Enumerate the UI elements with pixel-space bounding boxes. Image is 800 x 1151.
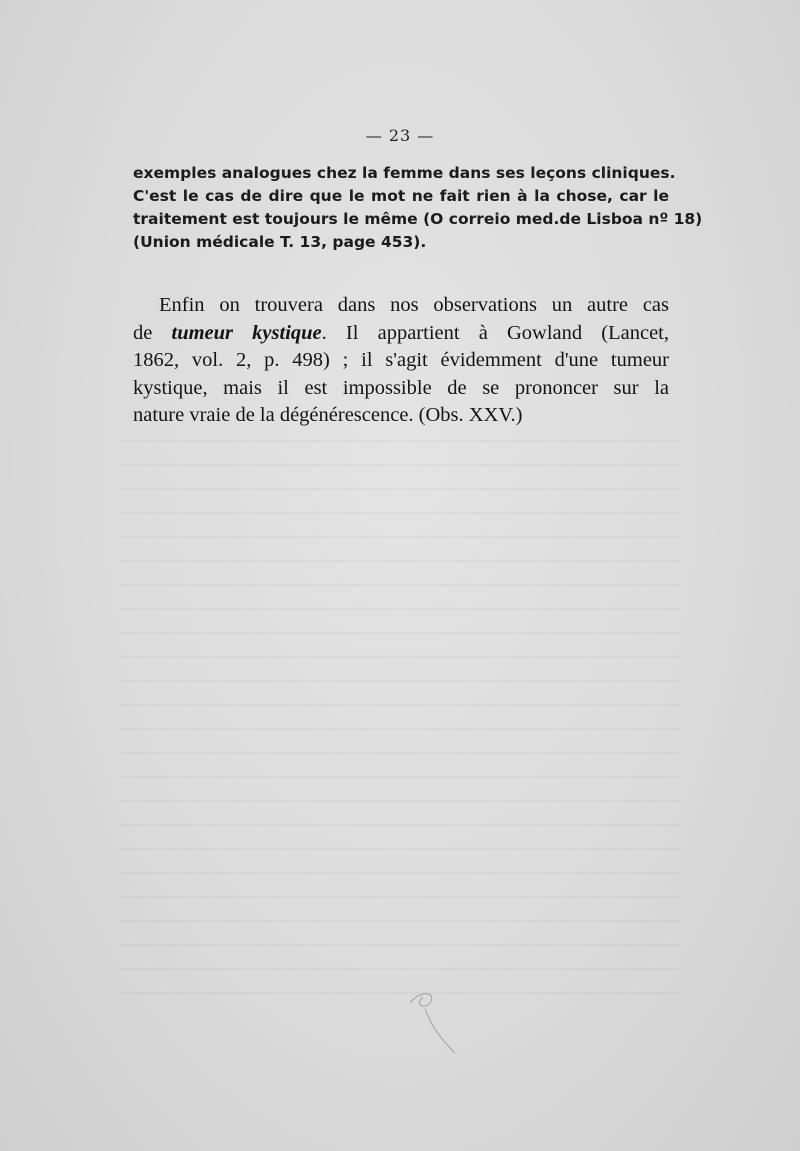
paragraph-2-line-2-post: . Il appartient à Gowland (Lancet, — [321, 321, 669, 344]
paragraph-1 — [133, 162, 703, 254]
paragraph-2-line-5: nature vraie de la dégénérescence. (Obs. XXV.) — [133, 404, 523, 426]
paragraph-1-line-4: (Union médicale T. 13, page 453). — [133, 233, 427, 251]
paragraph-1-line-3: traitement est toujours le même (O correio med.de Lisboa nº 18) — [133, 210, 703, 228]
paragraph-1-line-1: exemples analogues chez la femme dans ses leçons cliniques. — [133, 164, 676, 182]
page-number: — 23 — — [365, 126, 435, 145]
paragraph-2 — [133, 292, 669, 430]
show-through-texture — [120, 440, 680, 1000]
emphasis-tumeur-kystique: tumeur kystique — [171, 321, 322, 344]
paragraph-1-line-2: C'est le cas de dire que le mot ne fait rien à la chose, car le — [133, 187, 669, 205]
paragraph-2-line-3: 1862, vol. 2, p. 498) ; il s'agit évidemment d'une tumeur — [133, 349, 669, 371]
pencil-mark-icon — [405, 985, 475, 1060]
paragraph-2-line-4: kystique, mais il est impossible de se prononcer sur la — [133, 376, 669, 399]
paragraph-2-line-2 — [133, 320, 669, 348]
paragraph-2-line-1: Enfin on trouvera dans nos observations un autre cas — [159, 294, 669, 316]
paragraph-2-line-2-pre: de — [133, 321, 172, 344]
